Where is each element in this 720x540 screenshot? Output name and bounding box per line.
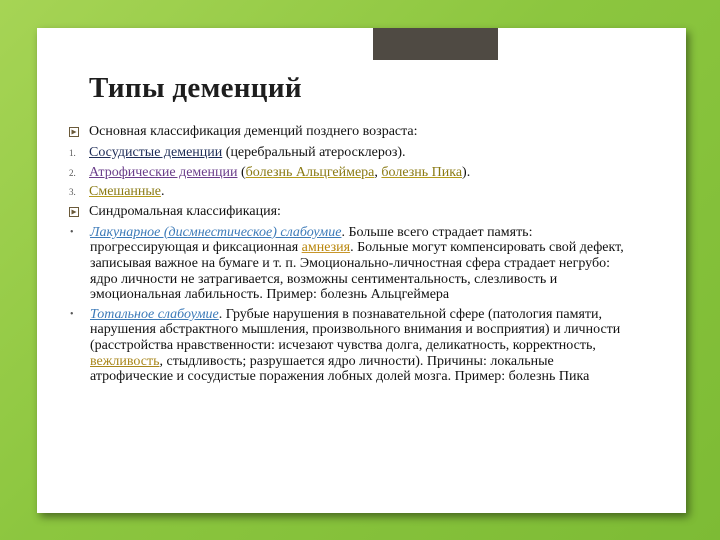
pointer-icon: [69, 127, 79, 137]
list-item-main-classification: [69, 124, 637, 141]
item-mid1: (: [237, 164, 246, 180]
link-vascular-dementia[interactable]: Сосудистые деменции: [89, 145, 223, 160]
slide-content: [69, 124, 637, 389]
item-text: [89, 145, 637, 161]
slide: [37, 28, 686, 513]
item-rest: (церебральный атеросклероз).: [222, 145, 406, 160]
link-politeness[interactable]: вежливость: [90, 353, 160, 369]
link-alzheimer[interactable]: болезнь Альцгеймера: [245, 164, 375, 180]
item-part1: . Больше всего страдает память: прогрессирующая и фиксационная: [90, 224, 533, 256]
list-item-lacunar: [69, 225, 637, 303]
item-part2: , стыдливость; разрушается ядро личности). Причины: локальные атрофические и сосудистые поражения лобных долей мозга. Пример: болезнь Пика: [90, 353, 590, 385]
item-end: .: [161, 184, 165, 200]
link-total-dementia[interactable]: Тотальное слабоумие: [90, 306, 219, 322]
item-text: Основная классификация деменций позднего возраста:: [89, 124, 418, 139]
item-text: [90, 307, 637, 385]
list-item-total: [69, 307, 637, 385]
list-item-syndromal: [69, 204, 637, 221]
number-marker: 2.: [69, 167, 76, 178]
item-mid2: ,: [374, 164, 382, 180]
bullet-marker: [69, 124, 89, 141]
item-part1: . Грубые нарушения в познавательной сфере (патология памяти, нарушения абстрактного мышления, произвольного внимания и восприятия) и личности (расстройства нравственности: исчезают чувства долга, деликатность, корректность,: [90, 306, 621, 353]
item-end: ).: [462, 164, 471, 180]
link-amnesia[interactable]: амнезия: [301, 240, 351, 256]
accent-box: [373, 28, 498, 60]
link-pick[interactable]: болезнь Пика: [381, 164, 463, 180]
list-item-vascular: [69, 145, 637, 161]
dot-marker: •: [70, 226, 74, 238]
link-atrophic-dementia[interactable]: Атрофические деменции: [89, 164, 238, 180]
slide-title: Типы деменций: [89, 72, 302, 104]
item-part2: . Больные могут компенсировать свой дефект, записывая важное на бумаге и т. п. Эмоционально-личностная сфера страдает негрубо: ядро личности не затрагивается, возможны сентиментальность, слезливость и эмоциональная лабильность. Пример: болезнь Альцгеймера: [90, 240, 624, 303]
item-text: Синдромальная классификация:: [89, 203, 281, 219]
link-mixed[interactable]: Смешанные: [89, 184, 162, 200]
pointer-icon: [69, 207, 79, 217]
list-item-atrophic: [69, 165, 637, 181]
item-text: [90, 225, 637, 303]
number-marker: 3.: [69, 187, 76, 198]
number-marker: 1.: [69, 148, 76, 158]
link-lacunar-dementia[interactable]: Лакунарное (дисмнестическое) слабоумие: [90, 224, 342, 240]
dot-marker: •: [70, 308, 74, 320]
item-text: [89, 184, 637, 200]
bullet-marker: [69, 204, 89, 221]
item-text: [89, 165, 637, 181]
list-item-mixed: [69, 184, 637, 200]
